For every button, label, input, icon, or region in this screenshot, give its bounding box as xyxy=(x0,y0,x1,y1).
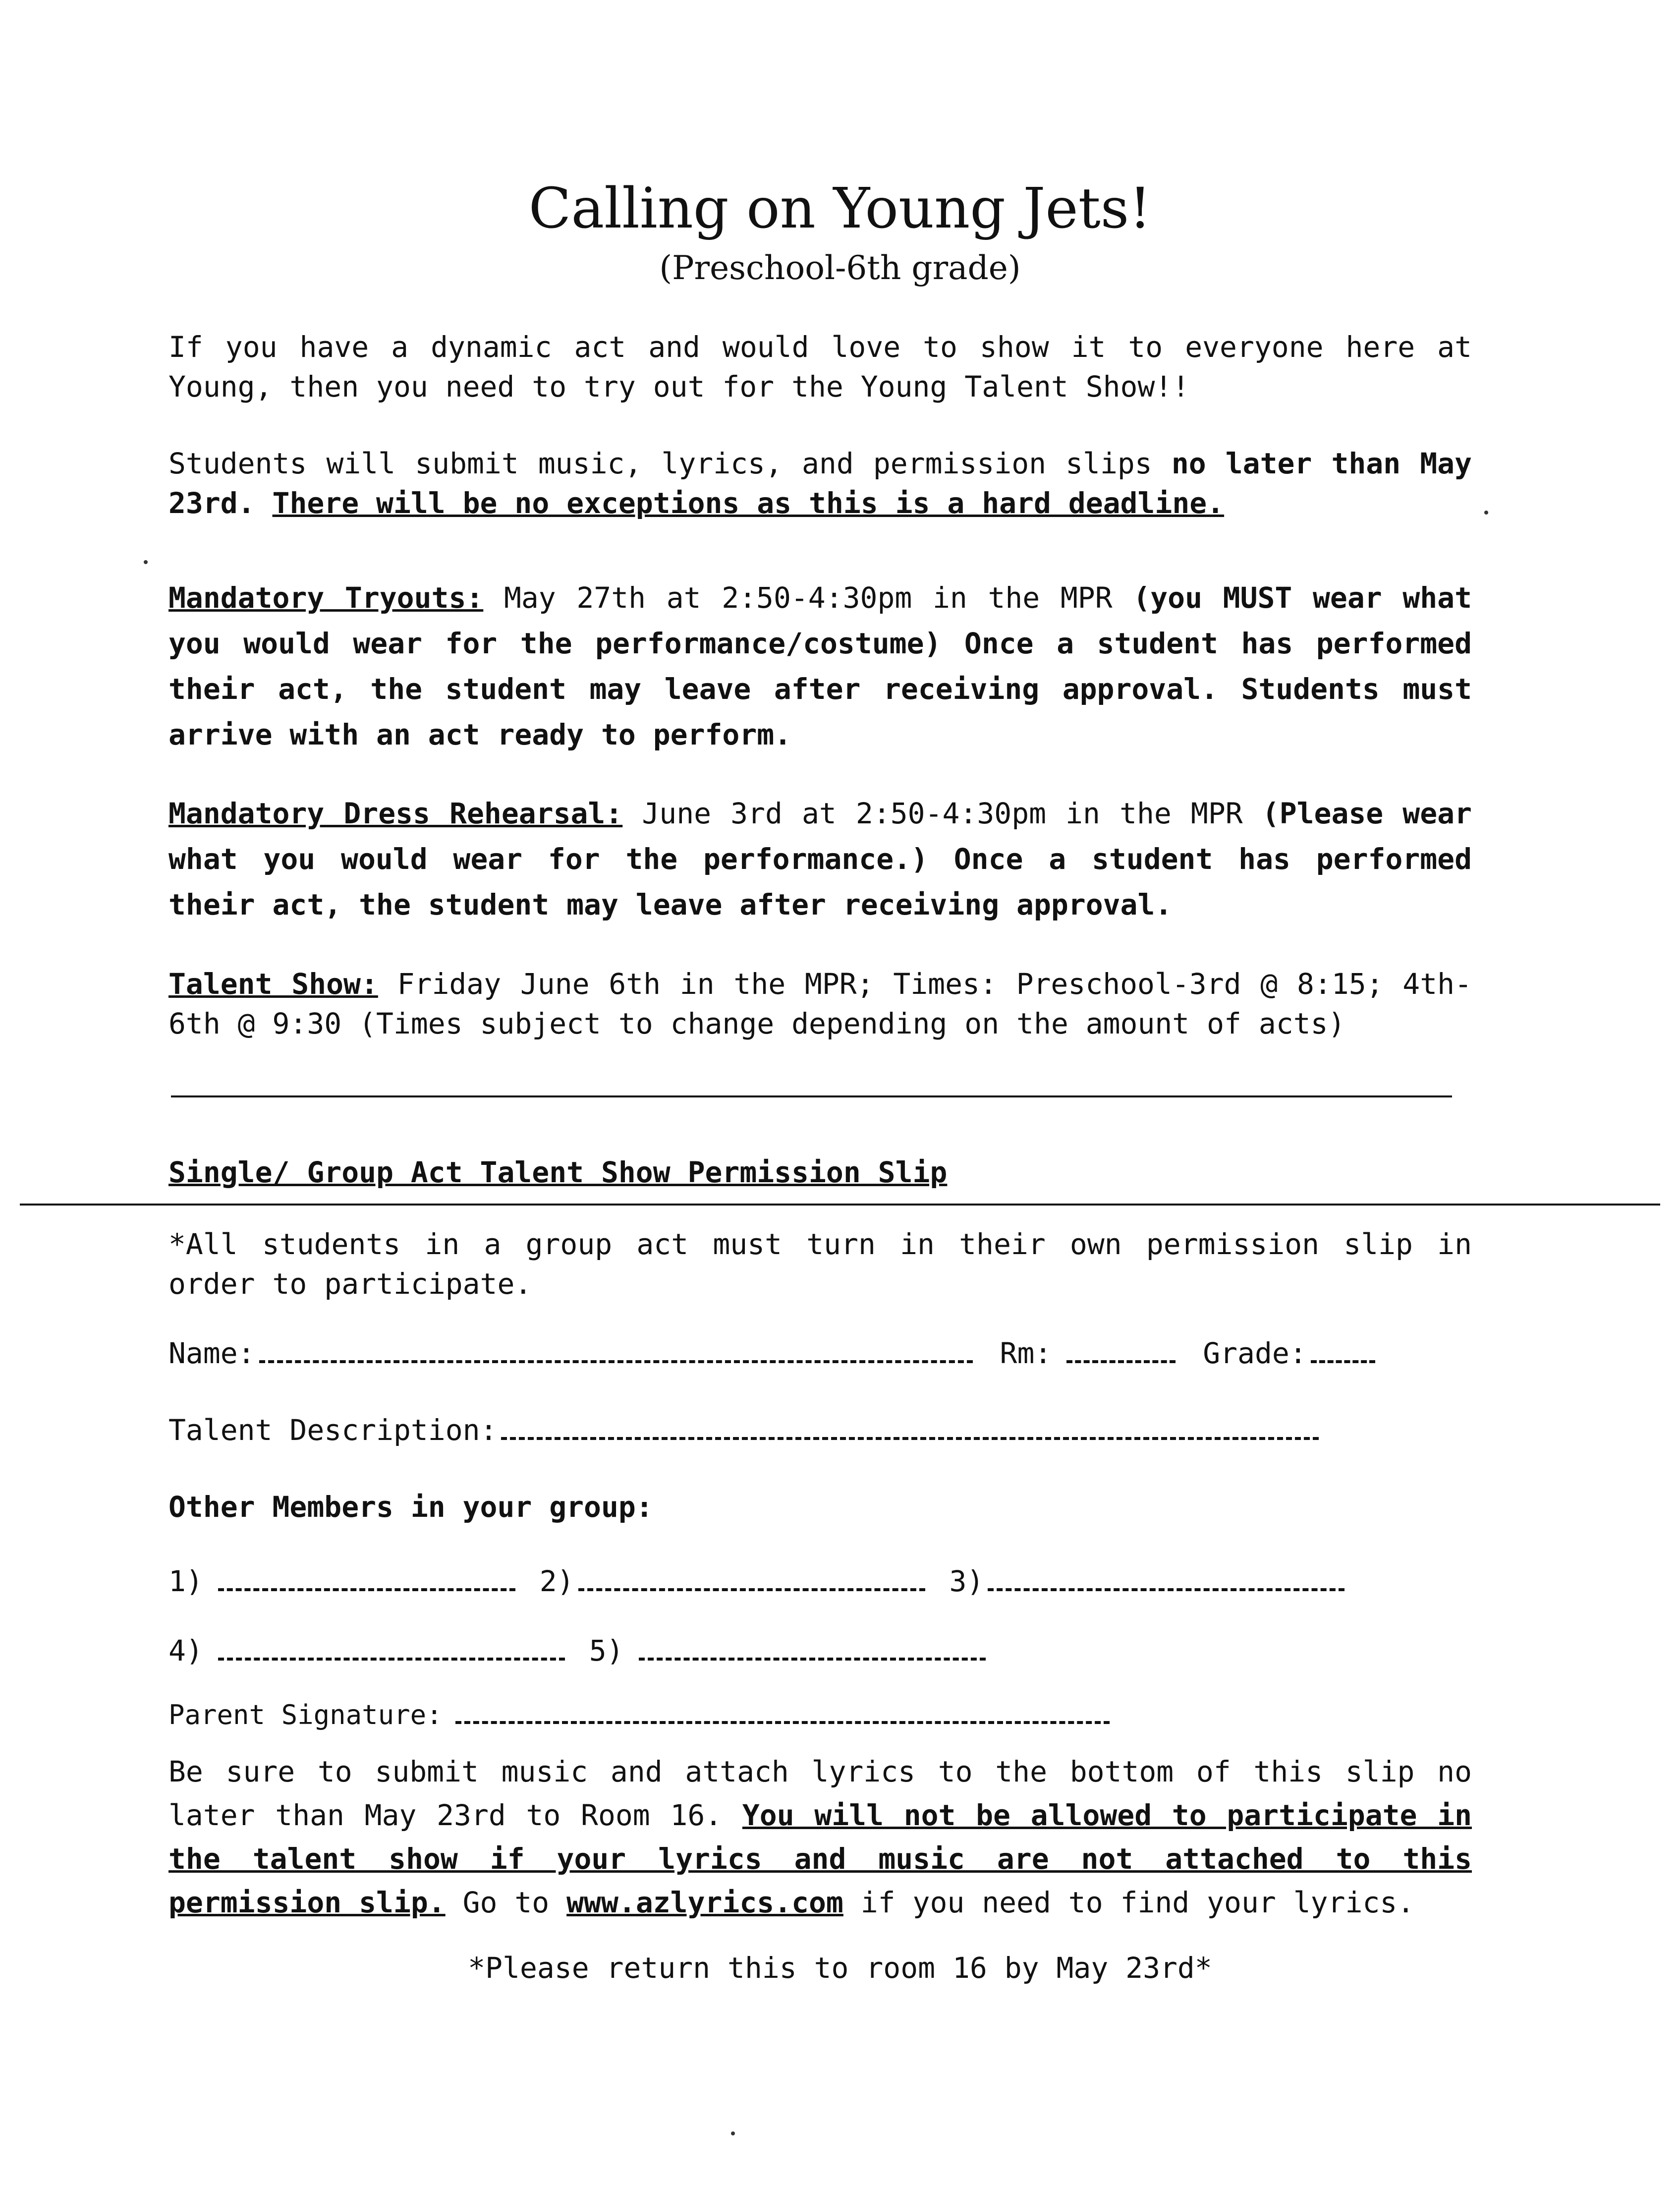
section-divider xyxy=(171,1095,1452,1097)
scan-speck xyxy=(731,2131,735,2135)
member-3-label: 3) xyxy=(949,1564,984,1598)
tryouts-details: (you MUST wear what you would wear for the performance/costume) Once a student has performed their act, the student may leave after receiving approval. Students must arrive with an act ready to perform. xyxy=(168,581,1472,751)
footer-note: *Please return this to room 16 by May 23rd* xyxy=(468,1951,1212,1985)
room-label: Rm: xyxy=(1000,1336,1052,1370)
submit-lead: Be sure to submit music and attach lyrics to the bottom of this slip no later than May 23rd to Room 16. xyxy=(168,1755,1472,1832)
show-paragraph xyxy=(168,964,1472,1043)
azlyrics-link[interactable]: www.azlyrics.com xyxy=(566,1886,843,1919)
grade-field[interactable] xyxy=(1311,1360,1375,1363)
show-label: Talent Show: xyxy=(168,967,378,1001)
name-label: Name: xyxy=(168,1336,255,1370)
name-row xyxy=(168,1333,1375,1373)
member-5-field[interactable] xyxy=(639,1658,986,1661)
rehearsal-time: June 3rd at 2:50-4:30pm in the MPR xyxy=(622,797,1262,830)
member-2-field[interactable] xyxy=(578,1588,925,1591)
intro-paragraph: If you have a dynamic act and would love to show it to everyone here at Young, then you need to try out for the Young Talent Show!! xyxy=(168,330,1472,403)
deadline-warning: There will be no exceptions as this is a hard deadline. xyxy=(272,486,1225,520)
page-title: Calling on Young Jets! xyxy=(528,176,1152,241)
member-1-label: 1) xyxy=(168,1564,203,1598)
members-row-1 xyxy=(168,1561,1344,1601)
slip-note: *All students in a group act must turn in their own permission slip in order to participate. xyxy=(168,1227,1472,1301)
page-subtitle: (Preschool-6th grade) xyxy=(659,249,1021,287)
deadline-lead: Students will submit music, lyrics, and permission slips xyxy=(168,447,1172,480)
talent-field[interactable] xyxy=(501,1437,1319,1440)
members-row-2 xyxy=(168,1631,986,1670)
slip-heading-text: Single/ Group Act Talent Show Permission Slip xyxy=(168,1155,948,1189)
member-3-field[interactable] xyxy=(988,1588,1344,1591)
slip-heading xyxy=(168,1152,947,1192)
member-1-field[interactable] xyxy=(218,1588,515,1591)
deadline-bold: no later than May 23rd. xyxy=(168,447,1472,520)
member-4-field[interactable] xyxy=(218,1658,565,1661)
rehearsal-details: (Please wear what you would wear for the performance.) Once a student has performed their act, the student may leave after receiving approval. xyxy=(168,797,1472,921)
scan-speck xyxy=(1484,511,1488,515)
member-4-label: 4) xyxy=(168,1634,203,1668)
scan-speck xyxy=(144,560,148,564)
member-2-label: 2) xyxy=(539,1564,574,1598)
submit-paragraph xyxy=(168,1750,1472,1924)
rehearsal-paragraph xyxy=(168,791,1472,927)
tryouts-paragraph xyxy=(168,575,1472,757)
show-details: Friday June 6th in the MPR; Times: Preschool-3rd @ 8:15; 4th-6th @ 9:30 (Times subject to change depending on the amount of acts) xyxy=(168,967,1472,1040)
grade-label: Grade: xyxy=(1203,1336,1307,1370)
signature-field[interactable] xyxy=(455,1721,1110,1724)
slip-cut-line xyxy=(20,1204,1660,1206)
submit-warning: You will not be allowed to participate in the talent show if your lyrics and music are not attached to this permission slip. xyxy=(168,1798,1472,1919)
talent-label: Talent Description: xyxy=(168,1413,498,1447)
member-5-label: 5) xyxy=(589,1634,624,1668)
submit-tail: if you need to find your lyrics. xyxy=(843,1886,1415,1919)
talent-row xyxy=(168,1410,1319,1450)
deadline-paragraph xyxy=(168,444,1472,523)
name-field[interactable] xyxy=(259,1360,973,1363)
tryouts-label: Mandatory Tryouts: xyxy=(168,581,484,615)
room-field[interactable] xyxy=(1066,1360,1176,1363)
tryouts-time: May 27th at 2:50-4:30pm in the MPR xyxy=(483,581,1133,615)
submit-mid: Go to xyxy=(445,1886,567,1919)
members-label: Other Members in your group: xyxy=(168,1490,653,1524)
signature-label: Parent Signature: xyxy=(168,1699,443,1730)
rehearsal-label: Mandatory Dress Rehearsal: xyxy=(168,797,623,830)
signature-row xyxy=(168,1695,1110,1735)
